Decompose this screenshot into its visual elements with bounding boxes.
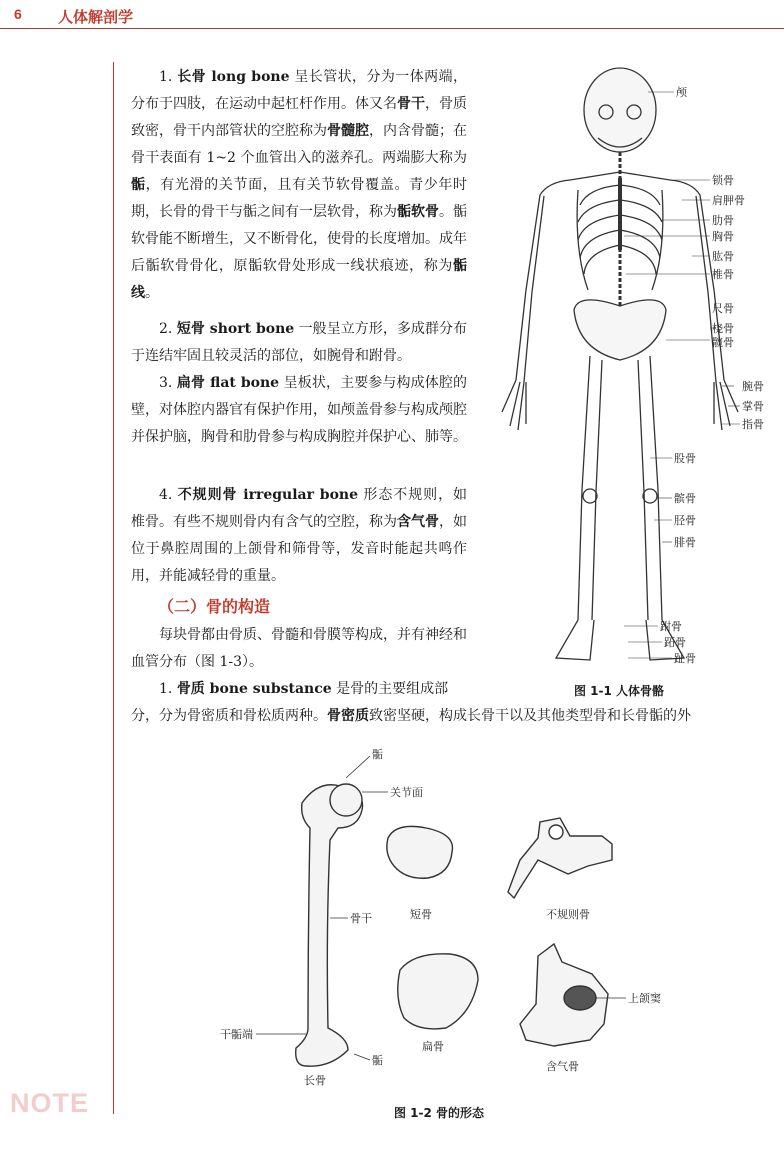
note-watermark: NOTE bbox=[10, 1088, 90, 1118]
label-fibula: 腓骨 bbox=[674, 536, 696, 549]
skeleton-figure bbox=[478, 60, 784, 680]
label-pneumatic-bone: 含气骨 bbox=[546, 1060, 579, 1073]
label-vertebra: 椎骨 bbox=[712, 268, 734, 281]
label-toe: 趾骨 bbox=[674, 652, 696, 665]
label-tibia: 胫骨 bbox=[674, 514, 696, 527]
label-irregular-bone: 不规则骨 bbox=[546, 908, 590, 921]
header-rule bbox=[0, 28, 784, 29]
paragraph-bone-substance: 1. 骨质 bone substance 是骨的主要组成部 bbox=[159, 681, 449, 697]
label-short-bone: 短骨 bbox=[410, 908, 432, 921]
label-epiphysis-bottom: 骺 bbox=[372, 1054, 383, 1067]
paragraph-irregular-bone: 4. 不规则骨 irregular bone 形态不规则，如椎骨。有些不规则骨内有含气的空腔，称为含气骨，如位于鼻腔周围的上颌骨和筛骨等，发音时能起共鸣作用，并能减轻骨的重量。 bbox=[131, 487, 468, 584]
paragraph-long-bone: 1. 长骨 long bone 呈长管状，分为一体两端，分布于四肢，在运动中起杠杆作用。体又名骨干，骨质致密，骨干内部管状的空腔称为骨髓腔，内含骨髓；在骨干表面有 1~2 个血管出入的滋养孔。两端膨大称为骺，有光滑的关节面，且有关节软骨覆盖。青少年时期，长骨的骨干与骺之间有一层软骨，称为骺软骨。骺软骨能不断增生，又不断骨化，使骨的长度增加。成年后骺软骨骨化，原骺软骨处形成一线状痕迹，称为骺线。 bbox=[131, 69, 468, 301]
label-phalanx: 指骨 bbox=[742, 418, 764, 431]
label-carpal: 腕骨 bbox=[742, 380, 764, 393]
label-metaphysis: 干骺端 bbox=[220, 1028, 253, 1041]
label-maxillary-sinus: 上颌窦 bbox=[628, 992, 661, 1005]
fig1-caption: 图 1-1 人体骨骼 bbox=[574, 684, 665, 698]
label-rib: 肋骨 bbox=[712, 214, 734, 227]
label-long-bone: 长骨 bbox=[304, 1074, 326, 1087]
margin-rule bbox=[113, 62, 114, 1114]
label-hip-bone: 髋骨 bbox=[712, 336, 734, 349]
label-femur: 股骨 bbox=[674, 452, 696, 465]
label-epiphysis-top: 骺 bbox=[372, 748, 383, 761]
paragraph-bone-substance-cont: 分，分为骨密质和骨松质两种。骨密质致密坚硬，构成长骨干以及其他类型骨和长骨骺的外 bbox=[131, 708, 691, 724]
label-humerus: 肱骨 bbox=[712, 250, 734, 263]
page-number: 6 bbox=[14, 6, 22, 22]
label-sternum: 胸骨 bbox=[712, 230, 734, 243]
label-flat-bone: 扁骨 bbox=[422, 1040, 444, 1053]
section-heading: （二）骨的构造 bbox=[158, 597, 271, 616]
term-long-bone: 长骨 long bone bbox=[177, 69, 290, 85]
label-metatarsal: 跖骨 bbox=[664, 636, 686, 649]
label-tarsal: 跗骨 bbox=[660, 620, 682, 633]
paragraph-flat-bone: 3. 扁骨 flat bone 呈板状，主要参与构成体腔的壁，对体腔内器官有保护作用，如颅盖骨参与构成颅腔并保护脑，胸骨和肋骨参与构成胸腔并保护心、肺等。 bbox=[131, 375, 467, 445]
label-shaft: 骨干 bbox=[350, 912, 372, 925]
label-clavicle: 锁骨 bbox=[712, 174, 734, 187]
label-radius: 桡骨 bbox=[712, 322, 734, 335]
label-ulna: 尺骨 bbox=[712, 302, 734, 315]
label-scapula: 肩胛骨 bbox=[712, 194, 745, 207]
long-bone-shape bbox=[296, 785, 363, 1066]
book-title: 人体解剖学 bbox=[58, 8, 134, 26]
paragraph-short-bone: 2. 短骨 short bone 一般呈立方形，多成群分布于连结牢固且较灵活的部位，如腕骨和跗骨。 bbox=[131, 321, 467, 364]
label-metacarpal: 掌骨 bbox=[742, 400, 764, 413]
flat-bone-shape bbox=[398, 954, 478, 1029]
paragraph-structure: 每块骨都由骨质、骨髓和骨膜等构成，并有神经和血管分布（图 1-3）。 bbox=[131, 627, 467, 670]
short-bone-shape bbox=[387, 826, 453, 878]
label-skull: 颅 bbox=[676, 86, 687, 99]
label-articular-surface: 关节面 bbox=[390, 786, 423, 799]
label-patella: 髌骨 bbox=[674, 492, 696, 505]
skull-shape bbox=[584, 68, 656, 152]
bone-shapes-figure bbox=[220, 748, 680, 1088]
fig2-caption: 图 1-2 骨的形态 bbox=[394, 1106, 485, 1120]
